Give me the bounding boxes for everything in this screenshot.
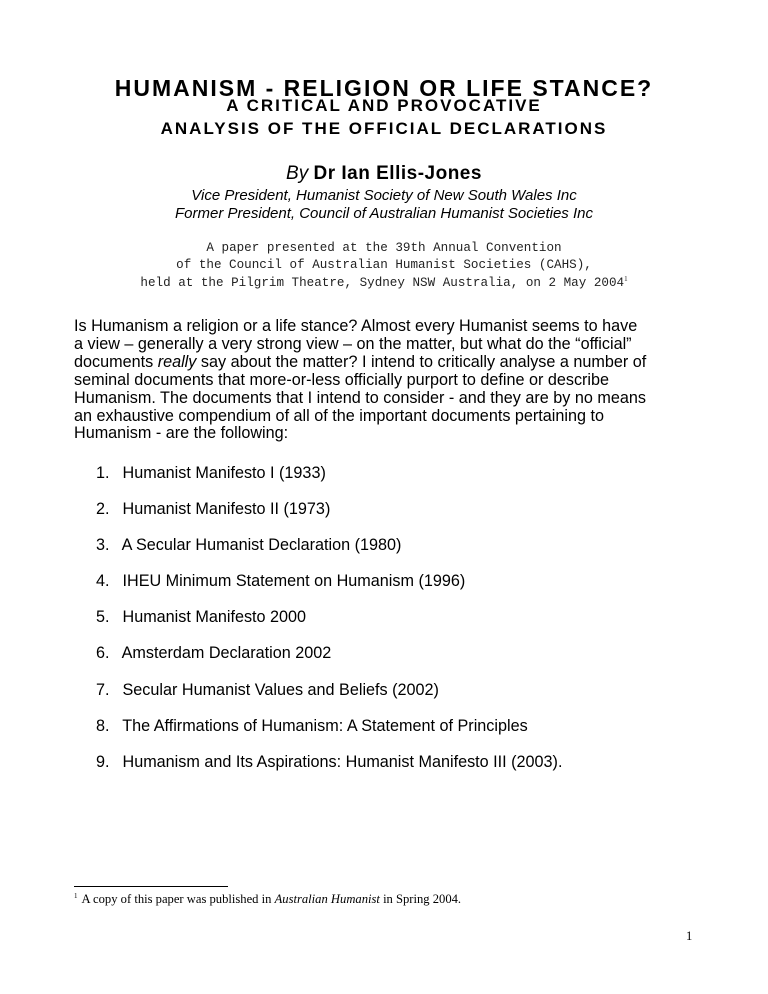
- presentation-line-1: A paper presented at the 39th Annual Convention: [206, 241, 562, 255]
- presentation-line-3-text: held at the Pilgrim Theatre, Sydney NSW Australia, on 2 May 2004: [140, 276, 625, 290]
- list-item: 7. Secular Humanist Values and Beliefs (2002): [96, 680, 439, 699]
- page-number: 1: [686, 929, 693, 943]
- intro-line: Humanism. The documents that I intend to consider - and they are by no means: [74, 388, 646, 407]
- footnote: $^1$ A copy of this paper was published in Australian Humanist in Spring 2004.: [74, 892, 462, 906]
- intro-line: documents really say about the matter? I intend to critically analyse a number of: [74, 352, 647, 371]
- list-item: 1. Humanist Manifesto I (1933): [96, 464, 326, 482]
- intro-line: seminal documents that more-or-less officially purport to define or describe: [74, 370, 610, 389]
- footnote-marker: 1: [74, 892, 78, 900]
- list-item: 4. IHEU Minimum Statement on Humanism (1996): [96, 572, 466, 591]
- presentation-line-2: of the Council of Australian Humanist Societies (CAHS),: [176, 258, 592, 272]
- list-item: 8. The Affirmations of Humanism: A Statement of Principles: [96, 716, 528, 735]
- intro-line: a view – generally a very strong view – on the matter, but what do the “official”: [74, 334, 632, 353]
- list-item: 5. Humanist Manifesto 2000: [96, 608, 307, 627]
- footnote-divider: [74, 886, 228, 887]
- emphasis-really: really: [157, 352, 197, 371]
- list-item: 6. Amsterdam Declaration 2002: [96, 644, 332, 663]
- intro-paragraph: [74, 318, 697, 443]
- title-line-1: HUMANISM - RELIGION OR LIFE STANCE?: [114, 75, 654, 101]
- by-label: By: [286, 163, 309, 184]
- author-role-2: Former President, Council of Australian Humanist Societies Inc: [175, 205, 593, 222]
- intro-line: an exhaustive compendium of all of the important documents pertaining to: [74, 406, 604, 425]
- footnote-reference[interactable]: 1: [624, 275, 628, 283]
- author-role-1: Vice President, Humanist Society of New South Wales Inc: [191, 187, 577, 204]
- list-item: 2. Humanist Manifesto II (1973): [96, 500, 331, 519]
- title-line-2: A CRITICAL AND PROVOCATIVE: [226, 96, 542, 115]
- list-item: 3. A Secular Humanist Declaration (1980): [96, 536, 402, 555]
- author-name: Dr Ian Ellis-Jones: [313, 163, 482, 184]
- author-line: [0, 163, 768, 185]
- documents-list: [96, 455, 716, 780]
- list-item: 9. Humanism and Its Aspirations: Humanist Manifesto III (2003).: [96, 752, 563, 771]
- intro-line: Is Humanism a religion or a life stance? Almost every Humanist seems to have: [74, 317, 638, 335]
- presentation-line-3: [0, 275, 768, 290]
- footnote-publication: Australian Humanist: [274, 892, 380, 906]
- intro-line: Humanism - are the following:: [74, 424, 289, 443]
- title-line-3: ANALYSIS OF THE OFFICIAL DECLARATIONS: [160, 119, 608, 138]
